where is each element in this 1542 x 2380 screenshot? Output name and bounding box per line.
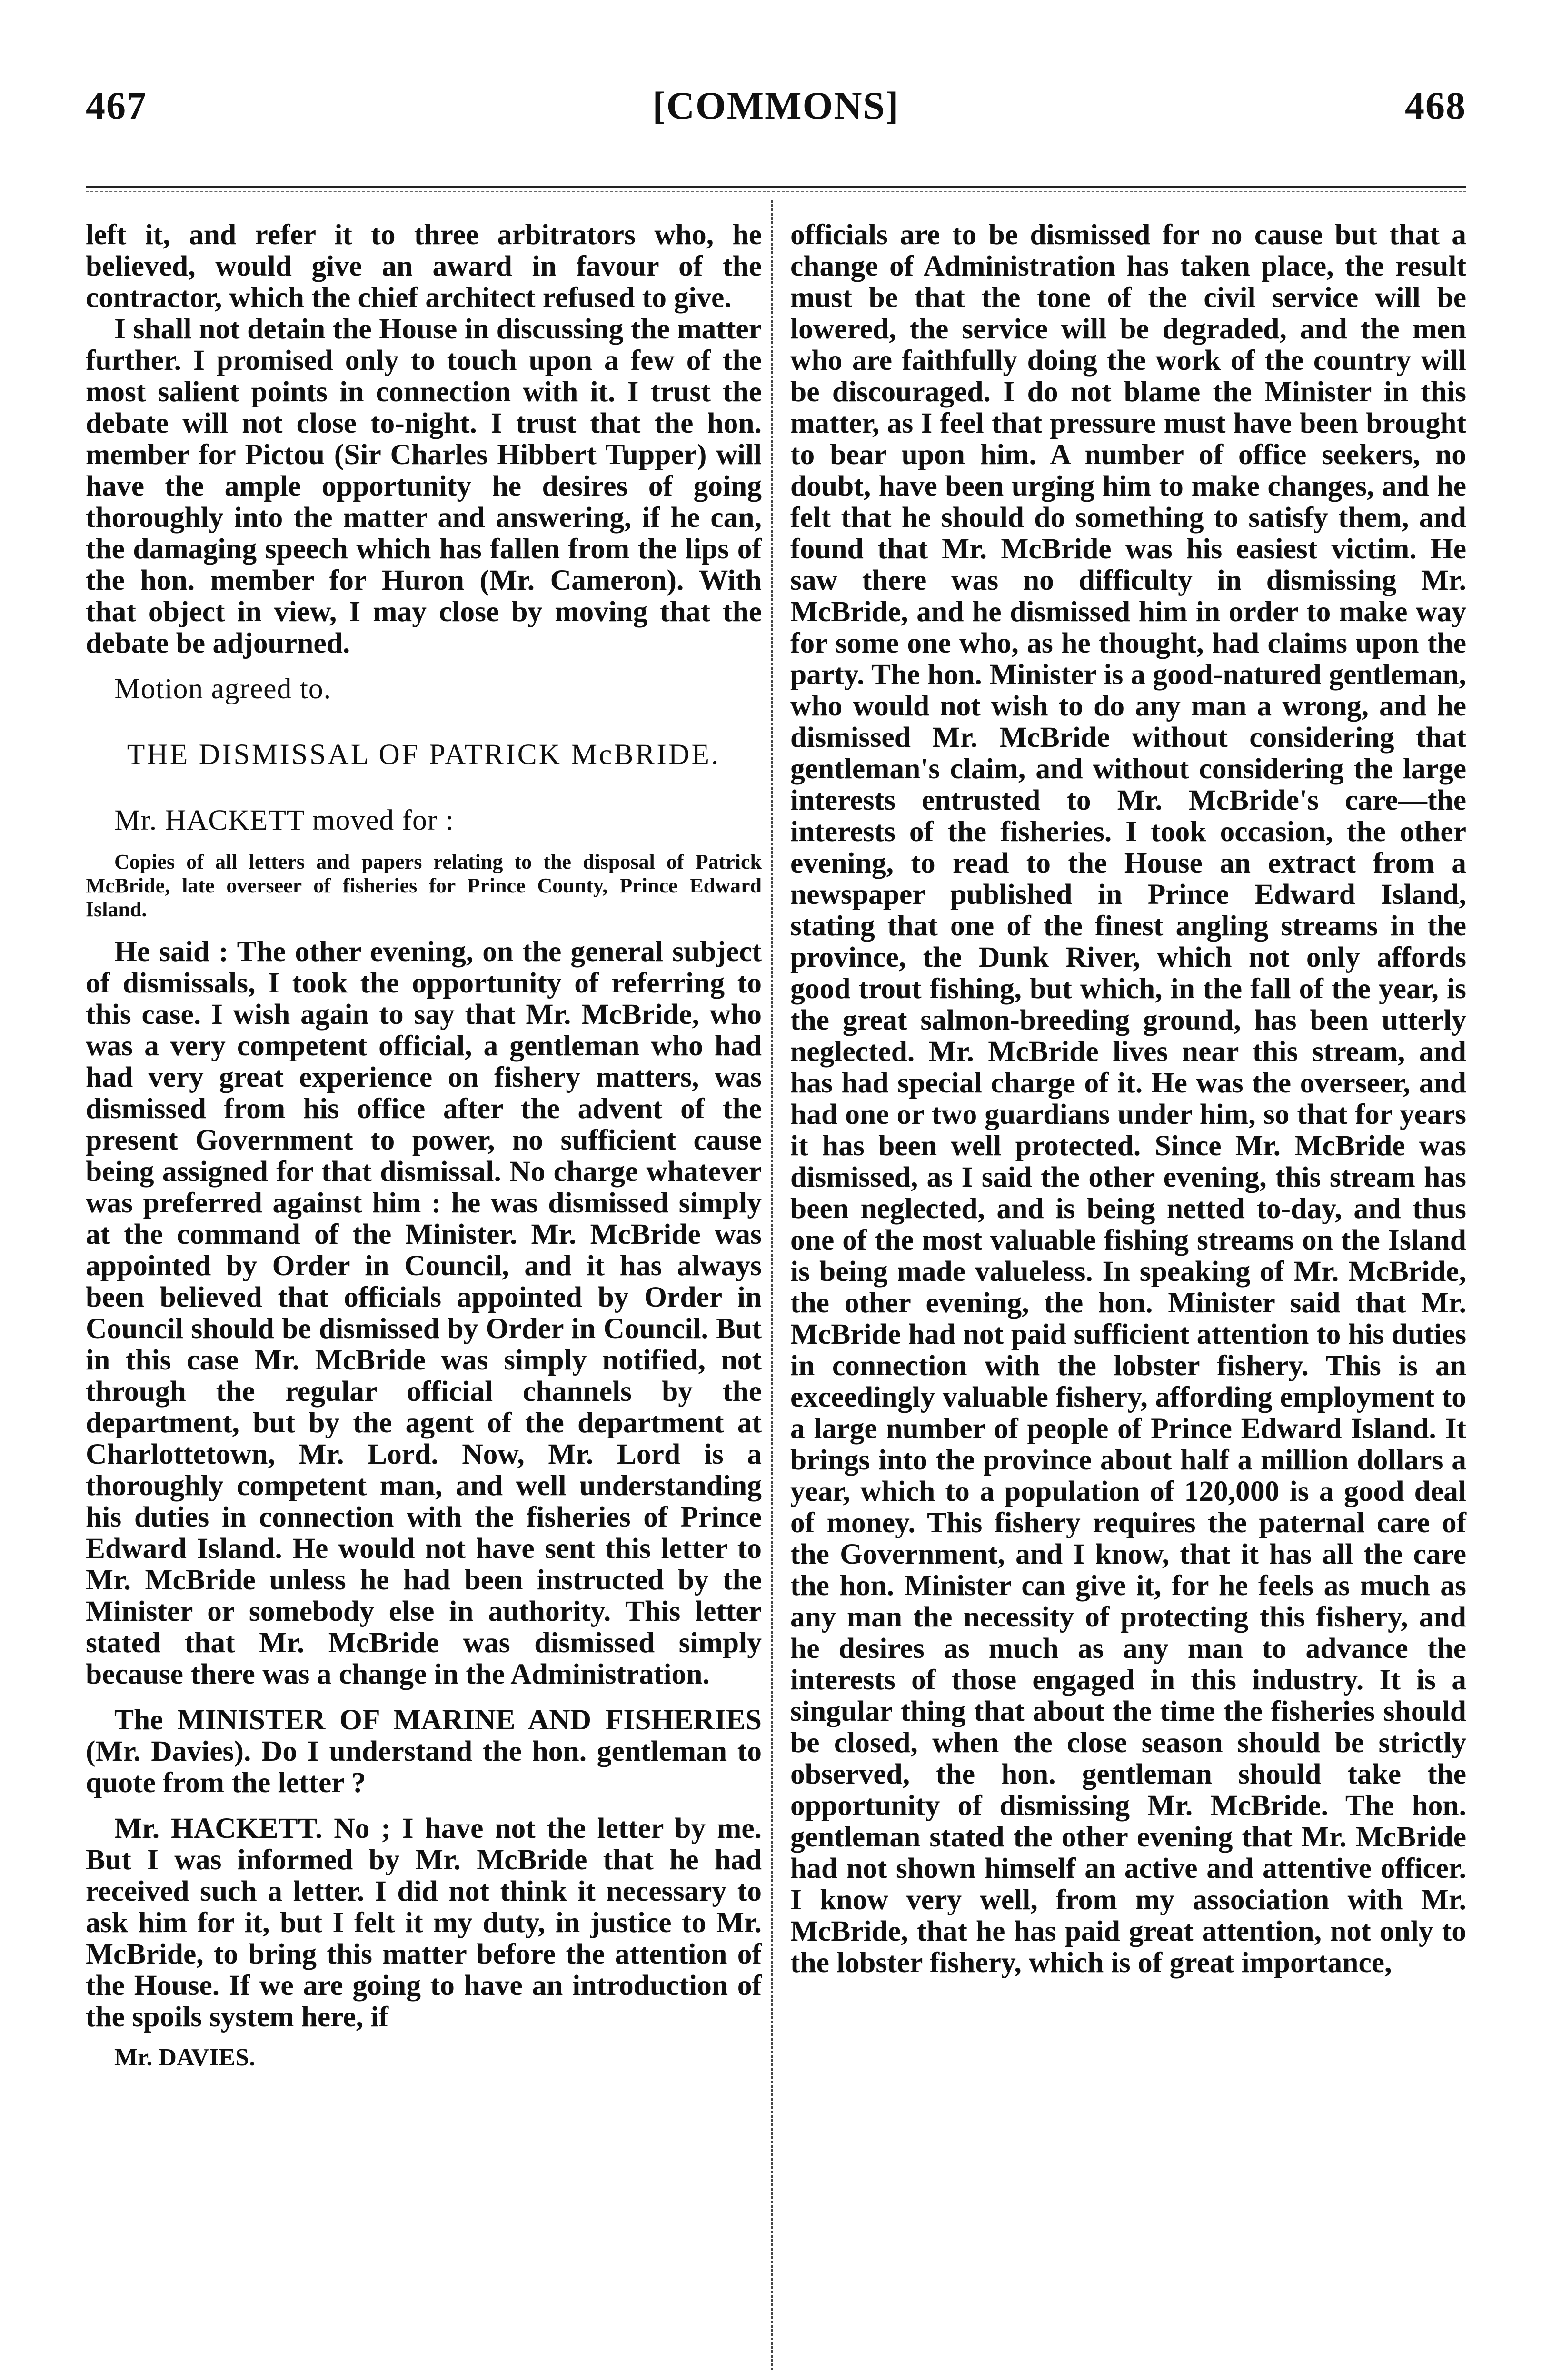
left-column xyxy=(86,219,762,2073)
section-heading: THE DISMISSAL OF PATRICK McBRIDE. xyxy=(127,738,721,771)
page-number-left: 467 xyxy=(86,84,147,127)
motion-moved-line: Mr. HACKETT moved for : xyxy=(114,804,454,836)
running-title: [COMMONS] xyxy=(652,84,900,127)
page-header xyxy=(86,83,1466,155)
paragraph: Mr. HACKETT. No ; I have not the letter by me. But I was informed by Mr. McBride that he had received such a letter. I did not think it necessary to ask him for it, but I felt it my duty, in justice to Mr. McBride, to bring this matter before the attention of the House. If we are going to have an introduction of the spoils system here, if xyxy=(86,1812,762,2033)
header-rule-dashed xyxy=(86,191,1466,192)
page-number-right: 468 xyxy=(1405,84,1466,127)
footer-speaker: Mr. DAVIES. xyxy=(114,2044,256,2071)
header-rule xyxy=(86,186,1466,188)
motion-text: Copies of all letters and papers relating to the disposal of Patrick McBride, late overseer of fisheries for Prince County, Prince Edward Island. xyxy=(86,850,762,921)
paragraph: left it, and refer it to three arbitrators who, he believed, would give an award in favour of the contractor, which the chief architect refused to give. xyxy=(86,218,762,314)
paragraph: I shall not detain the House in discussing the matter further. I promised only to touch upon a few of the most salient points in connection with it. I trust the debate will not close to-night. I trust that the hon. member for Pictou (Sir Charles Hibbert Tupper) will have the ample opportunity he desires of going thoroughly into the matter and answering, if he can, the damaging speech which has fallen from the lips of the hon. member for Huron (Mr. Cameron). With that object in view, I may close by moving that the debate be adjourned. xyxy=(86,313,762,659)
paragraph: He said : The other evening, on the general subject of dismissals, I took the opportunity of referring to this case. I wish again to say that Mr. McBride, who was a very competent official, a gentleman who had had very great experience on fishery matters, was dismissed from his office after the advent of the present Government to power, no sufficient cause being assigned for that dismissal. No charge whatever was preferred against him : he was dismissed simply at the command of the Minister. Mr. McBride was appointed by Order in Council, and it has always been believed that officials appointed by Order in Council should be dismissed by Order in Council. But in this case Mr. McBride was simply notified, not through the regular official channels by the department, but by the agent of the department at Charlottetown, Mr. Lord. Now, Mr. Lord is a thoroughly competent man, and well understanding his duties in connection with the fisheries of Prince Edward Island. He would not have sent this letter to Mr. McBride unless he had been instructed by the Minister or somebody else in authority. This letter stated that Mr. McBride was dismissed simply because there was a change in the Administration. xyxy=(86,935,762,1690)
paragraph: The MINISTER OF MARINE AND FISHERIES (Mr. Davies). Do I understand the hon. gentleman to quote from the letter ? xyxy=(86,1704,762,1799)
right-column xyxy=(790,219,1466,1978)
motion-line: Motion agreed to. xyxy=(114,673,331,705)
column-divider xyxy=(771,200,773,2370)
paragraph: officials are to be dismissed for no cause but that a change of Administration has taken place, the result must be that the tone of the civil service will be lowered, the service will be degraded, and the men who are faithfully doing the work of the country will be discouraged. I do not blame the Minister in this matter, as I feel that pressure must have been brought to bear upon him. A number of office seekers, no doubt, have been urging him to make changes, and he felt that he should do something to satisfy them, and found that Mr. McBride was his easiest victim. He saw there was no difficulty in dismissing Mr. McBride, and he dismissed him in order to make way for some one who, as he thought, had claims upon the party. The hon. Minister is a good-natured gentleman, who would not wish to do any man a wrong, and he dismissed Mr. McBride without considering that gentleman's claim, and without considering the large interests entrusted to Mr. McBride's care—the interests of the fisheries. I took occasion, the other evening, to read to the House an extract from a newspaper published in Prince Edward Island, stating that one of the finest angling streams in the province, the Dunk River, which not only affords good trout fishing, but which, in the fall of the year, is the great salmon-breeding ground, has been utterly neglected. Mr. McBride lives near this stream, and has had special charge of it. He was the overseer, and had one or two guardians under him, so that for years it has been well protected. Since Mr. McBride was dismissed, as I said the other evening, this stream has been neglected, and is being netted to-day, and thus one of the most valuable fishing streams on the Island is being made valueless. In speaking of Mr. McBride, the other evening, the hon. Minister said that Mr. McBride had not paid sufficient attention to his duties in connection with the lobster fishery. This is an exceedingly valuable fishery, affording employment to a large number of people of Prince Edward Island. It brings into the province about half a million dollars a year, which to a population of 120,000 is a good deal of money. This fishery requires the paternal care of the Government, and I know, that it has all the care the hon. Minister can give it, for he feels as much as any man the necessity of protecting this fishery, and he desires as much as any man to advance the interests of those engaged in this industry. It is a singular thing that about the time the fisheries should be closed, when the close season should be strictly observed, the hon. gentleman should take the opportunity of dismissing Mr. McBride. The hon. gentleman stated the other evening that Mr. McBride had not shown himself an active and attentive officer. I know very well, from my association with Mr. McBride, that he has paid great attention, not only to the lobster fishery, which is of great importance, xyxy=(790,218,1466,1979)
